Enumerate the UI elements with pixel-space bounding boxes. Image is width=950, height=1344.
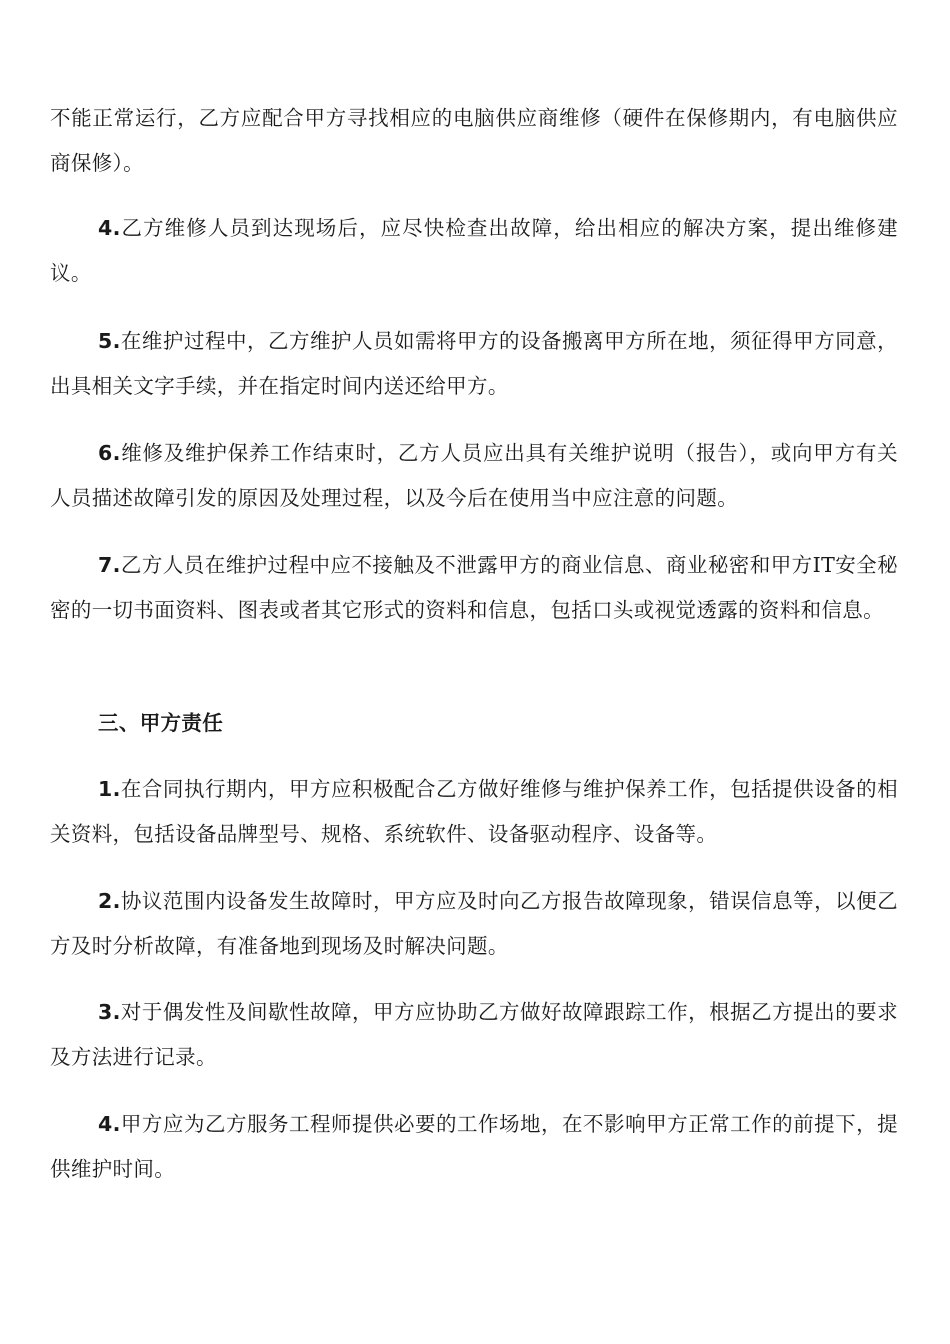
party-a-item-1: [50, 767, 898, 857]
party-a-item-3: [50, 990, 898, 1080]
item-text: 乙方维修人员到达现场后，应尽快检查出故障，给出相应的解决方案，提出维修建议。: [50, 216, 898, 285]
item-number: 3.: [98, 1000, 121, 1024]
item-number: 4.: [98, 216, 121, 240]
item-text: 维修及维护保养工作结束时，乙方人员应出具有关维护说明（报告），或向甲方有关人员描述故障引发的原因及处理过程，以及今后在使用当中应注意的问题。: [50, 441, 898, 510]
item-number: 4.: [98, 1112, 121, 1136]
item-text: 乙方人员在维护过程中应不接触及不泄露甲方的商业信息、商业秘密和甲方IT安全秘密的一切书面资料、图表或者其它形式的资料和信息，包括口头或视觉透露的资料和信息。: [50, 553, 898, 622]
item-text: 协议范围内设备发生故障时，甲方应及时向乙方报告故障现象，错误信息等，以便乙方及时分析故障，有准备地到现场及时解决问题。: [50, 889, 898, 958]
item-text: 甲方应为乙方服务工程师提供必要的工作场地，在不影响甲方正常工作的前提下，提供维护时间。: [50, 1112, 898, 1181]
item-number: 5.: [98, 329, 121, 353]
item-number: 6.: [98, 441, 121, 465]
responsibility-item-5: [50, 319, 898, 409]
item-text: 在维护过程中，乙方维护人员如需将甲方的设备搬离甲方所在地，须征得甲方同意，出具相关文字手续，并在指定时间内送还给甲方。: [50, 329, 898, 398]
item-text: 在合同执行期内，甲方应积极配合乙方做好维修与维护保养工作，包括提供设备的相关资料，包括设备品牌型号、规格、系统软件、设备驱动程序、设备等。: [50, 777, 898, 846]
paragraph-text: 不能正常运行，乙方应配合甲方寻找相应的电脑供应商维修（硬件在保修期内，有电脑供应商保修）。: [50, 106, 898, 175]
item-number: 1.: [98, 777, 121, 801]
responsibility-item-4: [50, 206, 898, 296]
section-heading: 三、甲方责任: [98, 711, 224, 735]
party-a-item-4: [50, 1102, 898, 1192]
responsibility-item-7: [50, 543, 898, 633]
party-a-item-2: [50, 879, 898, 969]
continuation-paragraph: [50, 96, 898, 186]
responsibility-item-6: [50, 431, 898, 521]
item-text: 对于偶发性及间歇性故障，甲方应协助乙方做好故障跟踪工作，根据乙方提出的要求及方法进行记录。: [50, 1000, 898, 1069]
item-number: 2.: [98, 889, 121, 913]
item-number: 7.: [98, 553, 121, 577]
